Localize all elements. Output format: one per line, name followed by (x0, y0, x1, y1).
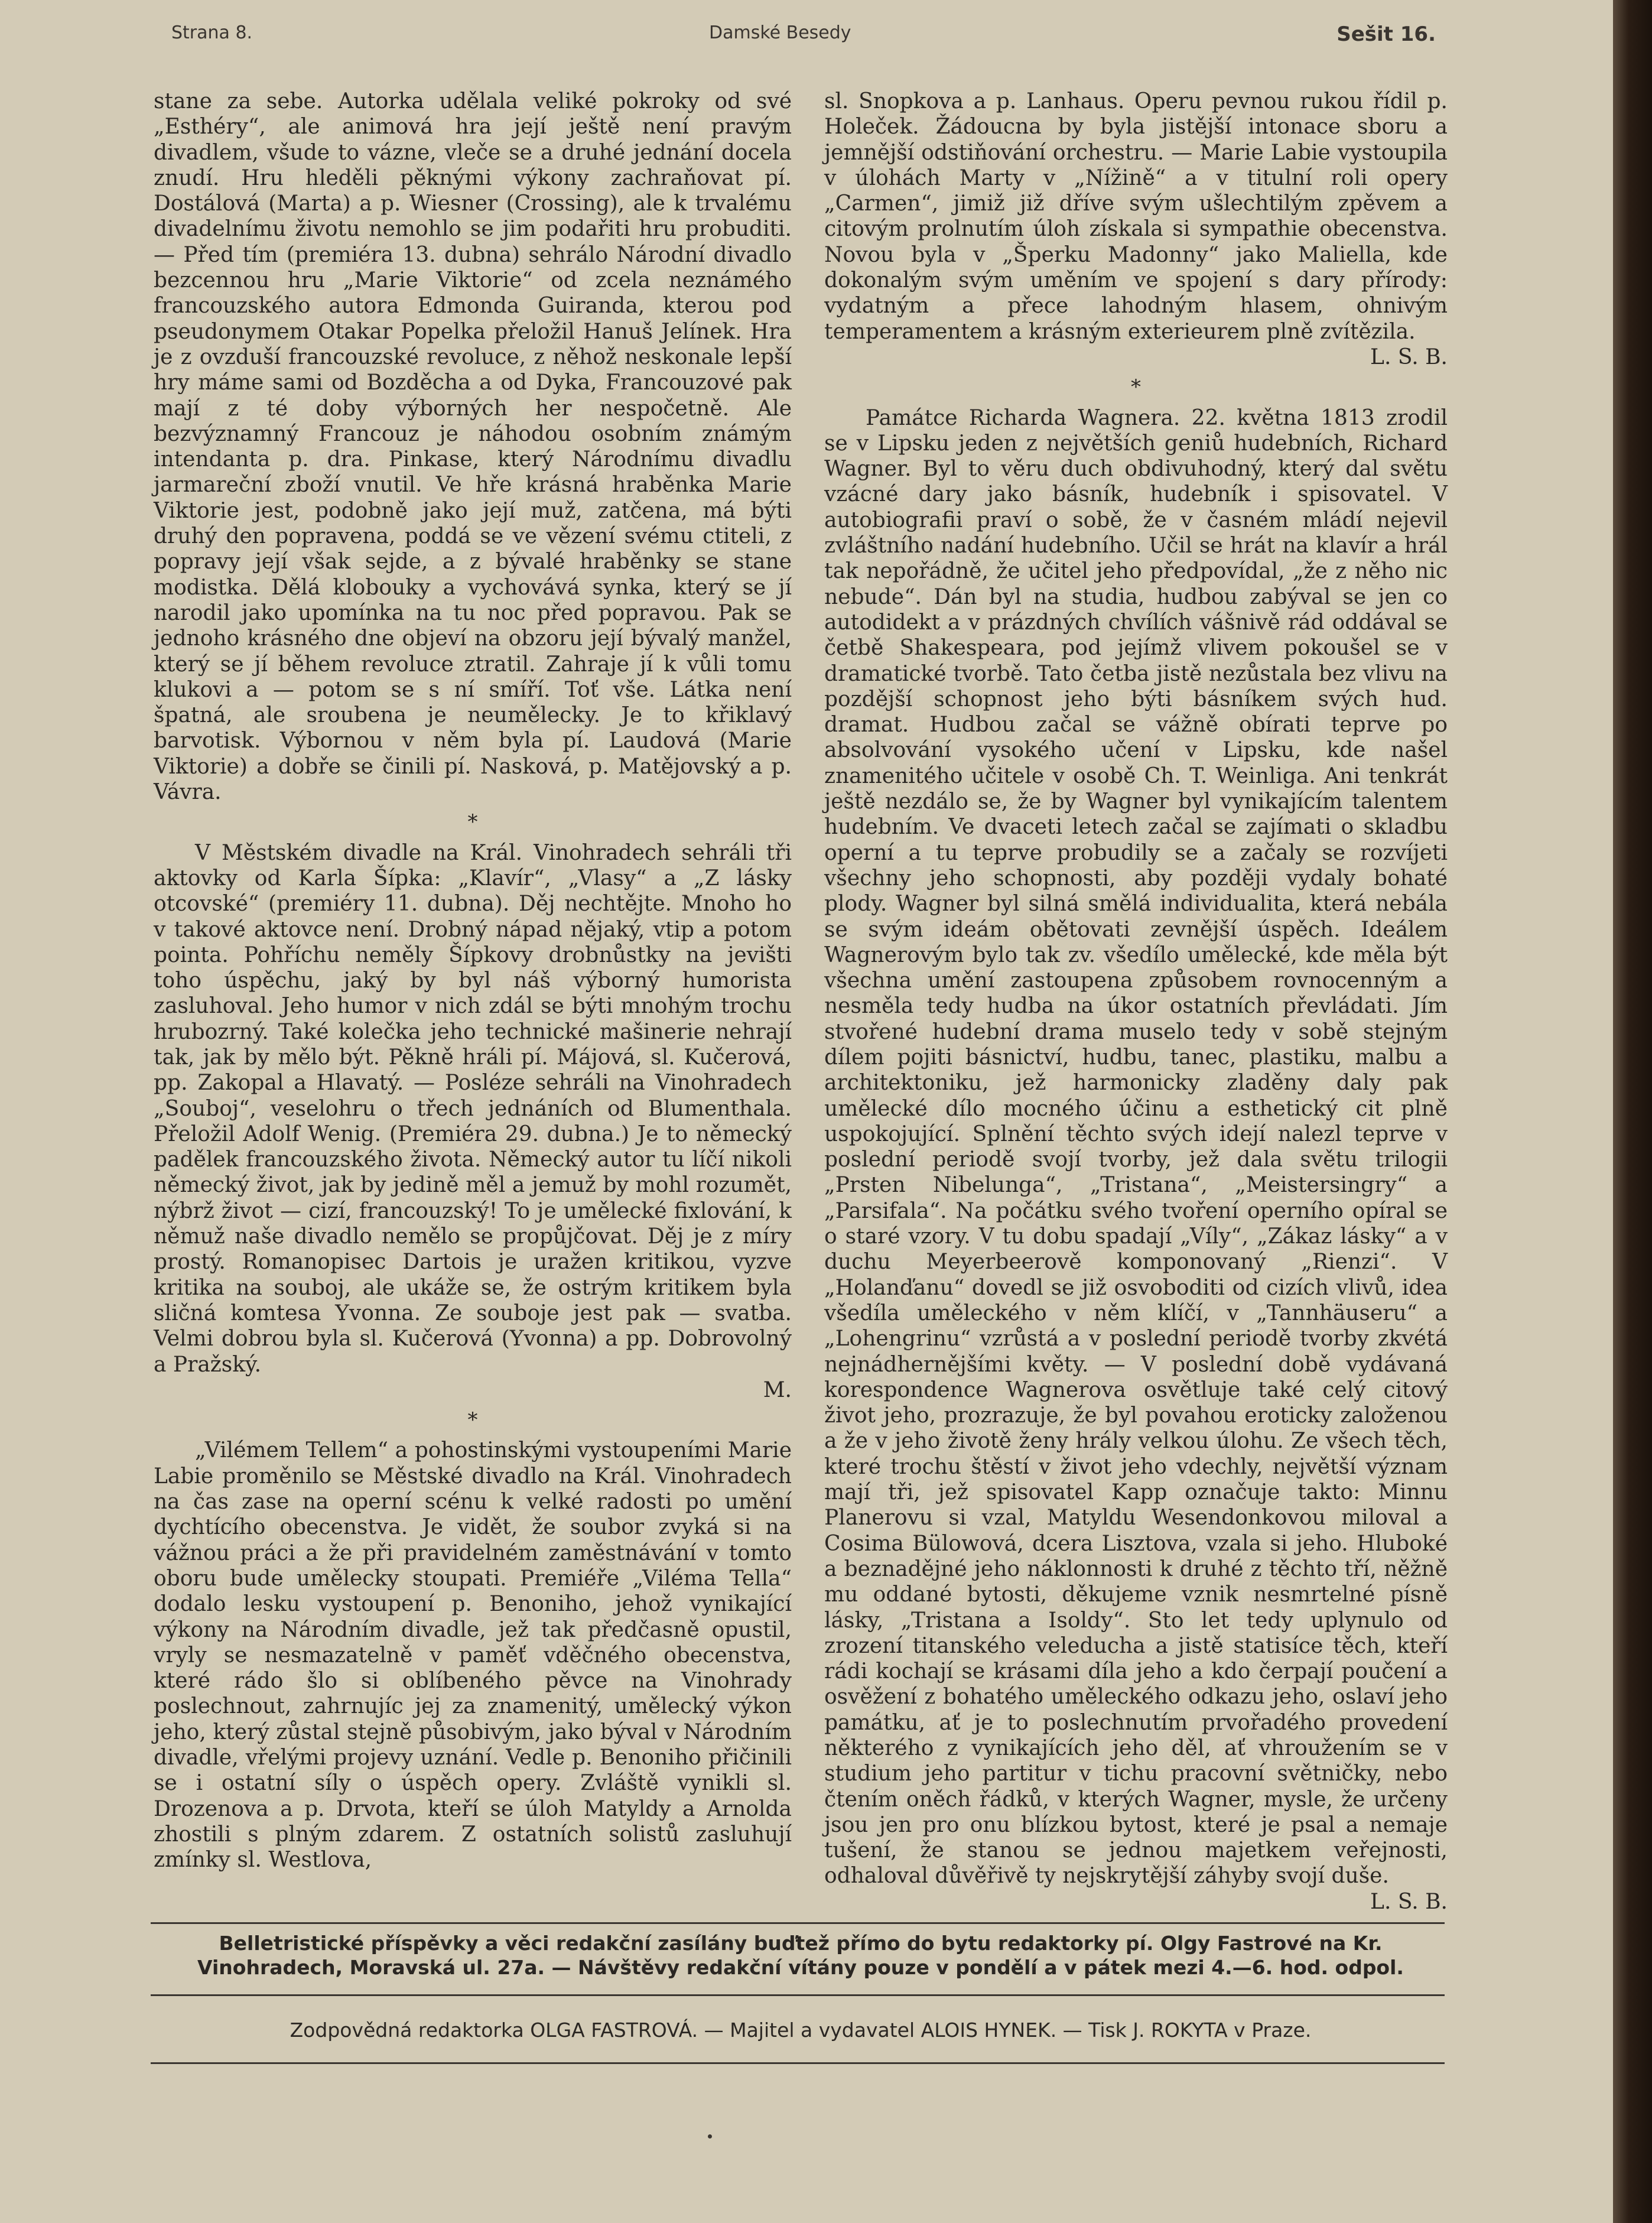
section-separator: * (467, 810, 478, 834)
author-signature: M. (763, 1377, 792, 1402)
left-column (154, 89, 792, 1873)
section-separator: * (1131, 375, 1141, 399)
divider-line (151, 1994, 1445, 1996)
wagner-article: Památce Richarda Wagnera. 22. května 1813 zrodil se v Lipsku jeden z největších geniů hudebních, Richard Wagner. Byl to věru duch obdivuhodný, který dal světu vzácné dary jako básník, hudebník i spisovatel. V autobiografii praví o sobě, že v časném mládí nejevil zvláštního nadání hudebního. Učil se hrát na klavír a hrál tak nepořádně, že učitel jeho předpovídal, „že z něho nic nebude“. Dán byl na studia, hudbou zabýval se jen co autodidekt a v prázdných chvílích vášnivě rád oddával se četbě Shakespeara, pod jejímž vlivem pokoušel se v dramatické tvorbě. Tato četba jistě nezůstala bez vlivu na pozdější schopnost jeho býti básníkem svých hud. dramat. Hudbou začal se vážně obírati teprve po absolvování vysokého učení v Lipsku, kde našel znamenitého učitele v osobě Ch. T. Weinliga. Ani tenkrát ještě nezdálo se, že by Wagner byl vynikajícím talentem hudebním. Ve dvaceti letech začal se zajímati o skladbu operní a tu teprve probudily se a začaly se rozvíjeti všechny jeho schopnosti, aby později vydaly bohaté plody. Wagner byl silná smělá individualita, která nebála se svým ideám obětovati zevnější úspěch. Ideálem Wagnerovým bylo tak zv. všedílo umělecké, kde měla být všechna umění zastoupena způsobem rovnocenným a nesměla tedy hudba na úkor ostatních převládati. Jím stvořené hudební drama muselo tedy v sobě stejným dílem pojiti básnictví, hudbu, tanec, plastiku, malbu a architektoniku, jež harmonicky zladěny daly pak umělecké dílo mocného účinu a esthetický cit plně uspokojující. Splnění těchto svých idejí nalezl teprve v poslední periodě svojí tvorby, jež dala světu trilogii „Prsten Nibelunga“, „Tristana“, „Meistersingry“ a „Parsifala“. Na počátku svého tvoření operního opíral se o staré vzory. V tu dobu spadají „Víly“, „Zákaz lásky“ a v duchu Meyerbeerově komponovaný „Rienzi“. V „Holanďanu“ dovedl se již osvoboditi od cizích vlivů, idea všedíla uměleckého v něm klíčí, v „Tannhäuseru“ a „Lohengrinu“ vzrůstá a v poslední periodě tvorby zkvétá nejnádhernějšími květy. — V poslední době vydávaná korespondence Wagnerova osvětluje také celý citový život jeho, prozrazuje, že byl povahou eroticky založenou a že v jeho životě ženy hrály velkou úlohu. Ze všech těch, které trochu štěstí v život jeho vdechly, největší význam mají tři, jež spisovatel Kapp označuje takto: Minnu Planerovu si vzal, Matyldu Wesendonkovou miloval a Cosima Bülowová, dcera Lisztova, vzala si jeho. Hluboké a beznadějné jeho náklonnosti k druhé z těchto tří, něžně mu oddané bytosti, děkujeme vznik nesmrtelné písně lásky, „Tristana a Isoldy“. Sto let tedy uplynulo od zrození titanského veleducha a jistě statisíce těch, kteří rádi kochají se krásami díla jeho a kdo čerpají poučení a osvěžení z bohatého uměleckého odkazu jeho, oslaví jeho památku, ať je to poslechnutím prvořadého provedení některého z vynikajících jeho děl, ať vhroužením se v studium jeho partitur v tichu pracovní světničky, nebo čtením oněch řádků, v kterých Wagner, mysle, že určeny jsou jen pro onu blízkou bytost, které je psal a nemaje tušení, že stanou se jednou majetkem veřejnosti, odhaloval důvěřivě ty nejskrytější záhyby svojí duše. (824, 405, 1448, 1889)
left-paragraph-3: „Vilémem Tellem“ a pohostinskými vystoupeními Marie Labie proměnilo se Městské divadlo na Král. Vinohradech na čas zase na operní scénu k velké radosti po umění dychtícího obecenstva. Je vidět, že soubor zvyká si na vážnou práci a že při pravidelném zaměstnávání v tomto oboru bude umělecky stoupati. Premiéře „Viléma Tella“ dodalo lesku vystoupení p. Benoniho, jehož vynikající výkony na Národním divadle, jež tak předčasně opustil, vryly se nesmazatelně v paměť vděčného obecenstva, které rádo šlo si oblíbeného pěvce na Vinohrady poslechnout, zahrnujíc jej za znamenitý, umělecký výkon jeho, který zůstal stejně působivým, jako býval v Národním divadle, vřelými projevy uznání. Vedle p. Benoniho přičinili se i ostatní síly o úspěch opery. Zvláště vynikli sl. Drozenova a p. Drvota, kteří se úloh Matyldy a Arnolda zhostili s plným zdarem. Z ostatních solistů zasluhují zmínky sl. Westlova, (154, 1438, 792, 1873)
issue-number: Sešit 16. (1336, 22, 1436, 46)
right-column (824, 89, 1448, 1915)
section-separator: * (467, 1408, 478, 1432)
author-signature: L. S. B. (1370, 1889, 1448, 1914)
binding-edge (1613, 0, 1652, 2223)
editorial-notice: Belletristické příspěvky a věci redakční zasílány buďtež přímo do bytu redaktorky pí. Olgy Fastrové na Kr. Vinohradech, Moravská ul. 27a. — Návštěvy redakční vítány pouze v pondělí a v pátek mezi 4.—6. hod. odpol. (197, 1932, 1404, 1979)
imprint-line: Zodpovědná redaktorka OLGA FASTROVÁ. — Majitel a vydavatel ALOIS HYNEK. — Tisk J. ROKYTA v Praze. (290, 2019, 1312, 2042)
author-signature: L. S. B. (1370, 344, 1448, 369)
page-number: Strana 8. (171, 22, 253, 43)
left-paragraph-1: stane za sebe. Autorka udělala veliké pokroky od své „Esthéry“, ale animová hra její ještě není pravým divadlem, všude to vázne, vleče se a druhé jednání docela znudí. Hru hleděli pěknými výkony zachraňovat pí. Dostálová (Marta) a p. Wiesner (Crossing), ale k trvalému divadelnímu životu nemohlo se jim podařiti hru probuditi. — Před tím (premiéra 13. dubna) sehrálo Národní divadlo bezcennou hru „Marie Viktorie“ od zcela neznámého francouzského autora Edmonda Guiranda, kterou pod pseudonymem Otakar Popelka přeložil Hanuš Jelínek. Hra je z ovzduší francouzské revoluce, z něhož neskonale lepší hry máme sami od Bozděcha a od Dyka, Francouzové pak mají z té doby výborných her nespočetně. Ale bezvýznamný Francouz je náhodou osobním známým intendanta p. dra. Pinkase, který Národnímu divadlu jarmareční zboží vnutil. Ve hře krásná hraběnka Marie Viktorie jest, podobně jako její muž, zatčena, má býti druhý den popravena, poddá se ve vězení svému ctiteli, z popravy její však sejde, a z bývalé hraběnky se stane modistka. Dělá klobouky a vychovává synka, který se jí narodil jako upomínka na tu noc před popravou. Pak se jednoho krásného dne objeví na obzoru její bývalý manžel, který se jí během revoluce ztratil. Zahraje jí k vůli tomu klukovi a — potom se s ní smíří. Toť vše. Látka není špatná, ale sroubena je neumělecky. Je to křiklavý barvotisk. Výbornou v něm byla pí. Laudová (Marie Viktorie) a dobře se činili pí. Nasková, p. Matějovský a p. Vávra. (154, 89, 792, 805)
divider-line (151, 2062, 1445, 2064)
print-dot (708, 2134, 712, 2138)
divider-line (151, 1922, 1445, 1924)
right-paragraph-1: sl. Snopkova a p. Lanhaus. Operu pevnou rukou řídil p. Holeček. Žádoucna by byla jistější intonace sboru a jemnější odstiňování orchestru. — Marie Labie vystoupila v úlohách Marty v „Nížině“ a v titulní roli opery „Carmen“, jimiž již dříve svým ušlechtilým zpěvem a citovým prolnutím úloh získala si sympathie obecenstva. Novou byla v „Šperku Madonny“ jako Maliella, kde dokonalým svým uměním ve spojení s dary přírody: vydatným a přece lahodným hlasem, ohnivým temperamentem a krásným exterieurem plně zvítězila. (824, 89, 1448, 344)
left-paragraph-2: V Městském divadle na Král. Vinohradech sehráli tři aktovky od Karla Šípka: „Klavír“, „Vlasy“ a „Z lásky otcovské“ (premiéry 11. dubna). Děj nechtějte. Mnoho ho v takové aktovce není. Drobný nápad nějaký, vtip a potom pointa. Pohříchu neměly Šípkovy drobnůstky na jevišti toho úspěchu, jaký by byl náš výborný humorista zasluhoval. Jeho humor v nich zdál se býti mnohým trochu hrubozrný. Také kolečka jeho technické mašinerie nehrají tak, jak by mělo být. Pěkně hráli pí. Májová, sl. Kučerová, pp. Zakopal a Hlavatý. — Posléze sehráli na Vinohradech „Souboj“, veselohru o třech jednáních od Blumenthala. Přeložil Adolf Wenig. (Premiéra 29. dubna.) Je to německý padělek francouzského života. Německý autor tu líčí nikoli německý život, jak by jedině měl a jemuž by mohl rozumět, nýbrž život — cizí, francouzský! To je umělecké fixlování, k němuž naše divadlo nemělo se propůjčovat. Děj je z míry prostý. Romanopisec Dartois je uražen kritikou, vyzve kritika na souboj, ale ukáže se, že ostrým kritikem byla sličná komtesa Yvonna. Ze souboje jest pak — svatba. Velmi dobrou byla sl. Kučerová (Yvonna) a pp. Dobrovolný a Pražský. (154, 840, 792, 1377)
magazine-title: Damské Besedy (709, 22, 851, 43)
page-header (160, 22, 1436, 52)
